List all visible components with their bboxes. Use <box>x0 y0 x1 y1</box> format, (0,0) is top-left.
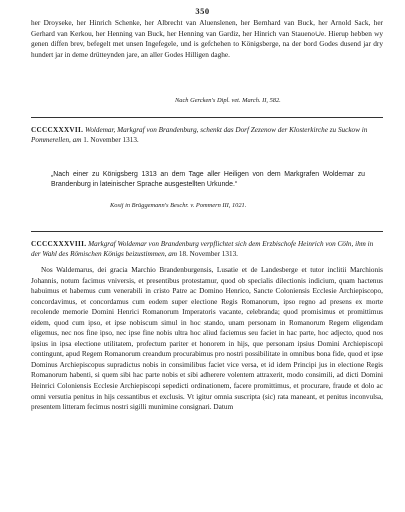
section-divider <box>31 231 383 232</box>
document-regest: „Nach einer zu Königsberg 1313 an dem Tage aller Heiligen von dem Markgrafen Woldemar zu Brandenburg in lateinischer Sprache ausgestellten Urkunde.“ <box>51 171 365 189</box>
document-heading <box>31 239 383 260</box>
document-heading <box>31 125 383 146</box>
continuation-paragraph: her Droyseke, her Hinrich Schenke, her Albrecht van Aluenslenen, her Bernhard van Buck, her Arnold Sack, her Gerhard van Kerkou, her Henning van Buck, her Henning van Gardiz, her Hinrich van Staueno∪e. Hierup hebben wy genen diffen brev, befegelt met unsen Ingefegele, und is gefchehen to Königsberge, na der bord Godes dusend jar dry hundert jar in deme drütteynden jare, an aller Godes Hilligen daghe. <box>31 18 383 59</box>
document-number: CCCCXXXVII. <box>31 126 84 134</box>
section-divider <box>31 117 383 118</box>
document-citation: Kosij in Brüggemann's Beschr. v. Pommern III, 1021. <box>110 202 247 209</box>
document-summary: Woldemar, Markgraf von Brandenburg, schenkt das Dorf Zezenow der Klosterkirche zu Suckow in Pommerellen, am <box>31 126 368 145</box>
document-summary: Markgraf Woldemar von Brandenburg verpflichtet sich dem Erzbischofe Heinrich von Cöln, ihm in der Wahl des Römischen Königs beizustimmen, am <box>31 240 374 259</box>
page-number: 350 <box>195 6 210 16</box>
document-number: CCCCXXXVIII. <box>31 240 87 248</box>
continuation-citation: Nach Gercken's Dipl. vet. March. II, 582. <box>175 97 281 104</box>
charter-text-block <box>31 265 383 413</box>
continuation-text-block <box>31 18 383 60</box>
document-date: 1. November 1313. <box>83 136 139 145</box>
charter-paragraph: Nos Waldemarus, dei gracia Marchio Brandenburgensis, Lusatie et de Landesberge et tutor inclitii Marchionis Johannis, notum facimus vniversis, et presentibus protestamur, quod ob specialis dilectionis indicium, quam hactenus habuimus et habemus cum venerabili in cristo Patre ac Domino Henrico, Sancte Coloniensis Ecclesie Archiepiscopo, concordavimus, et concordamus cum eodem super electione Regis Romanorum, ipso regno ad presens ex morte recolende memorie Domini Henrici Romanorum Imperatoris vacante, celebranda; quod promisimus et promittimus eidem, quod cum ipso, et ipse nobiscum simul in hoc stando, unam personam in Romanorum Regem eligendam eligemus, nec nos fine ipso, nec ipse fine nobis ultra hoc aliud faciemus seu faciet in hac parte, hoc adjecto, quod nos ipsius in ipsa electione utilitatem, profectum pariter et honorem in hijs, que personam ipsius Domini Archiepiscopi contingunt, apud Regem Romanorum creandum procurabimus pro nostri possibilitate in omnibus bona fide, quod et ipse Dominus Archiepiscopus supradictus nobis in consimilibus faciet vice versa, et id idem Principi jus in electione Regis Romanorum habenti, si quem sibi hac parte nobis et sibi adherere volentem attraxerit, modo consimili, ad dicti Domini Heinrici Coloniensis Ecclesie Archiepiscopi sepedicti ordinationem, facere promittimus, et procurare, fraude et dolo ac omni versutia penitus in hijs cessantibus et exclusis. Vt igitur omnia suscripta (sic) rata maneant, et penitus inconvulsa, presentem litteram fecimus nostri sigilli munimine consignari. Datum <box>31 266 383 412</box>
document-date: 18. November 1313. <box>178 250 238 259</box>
